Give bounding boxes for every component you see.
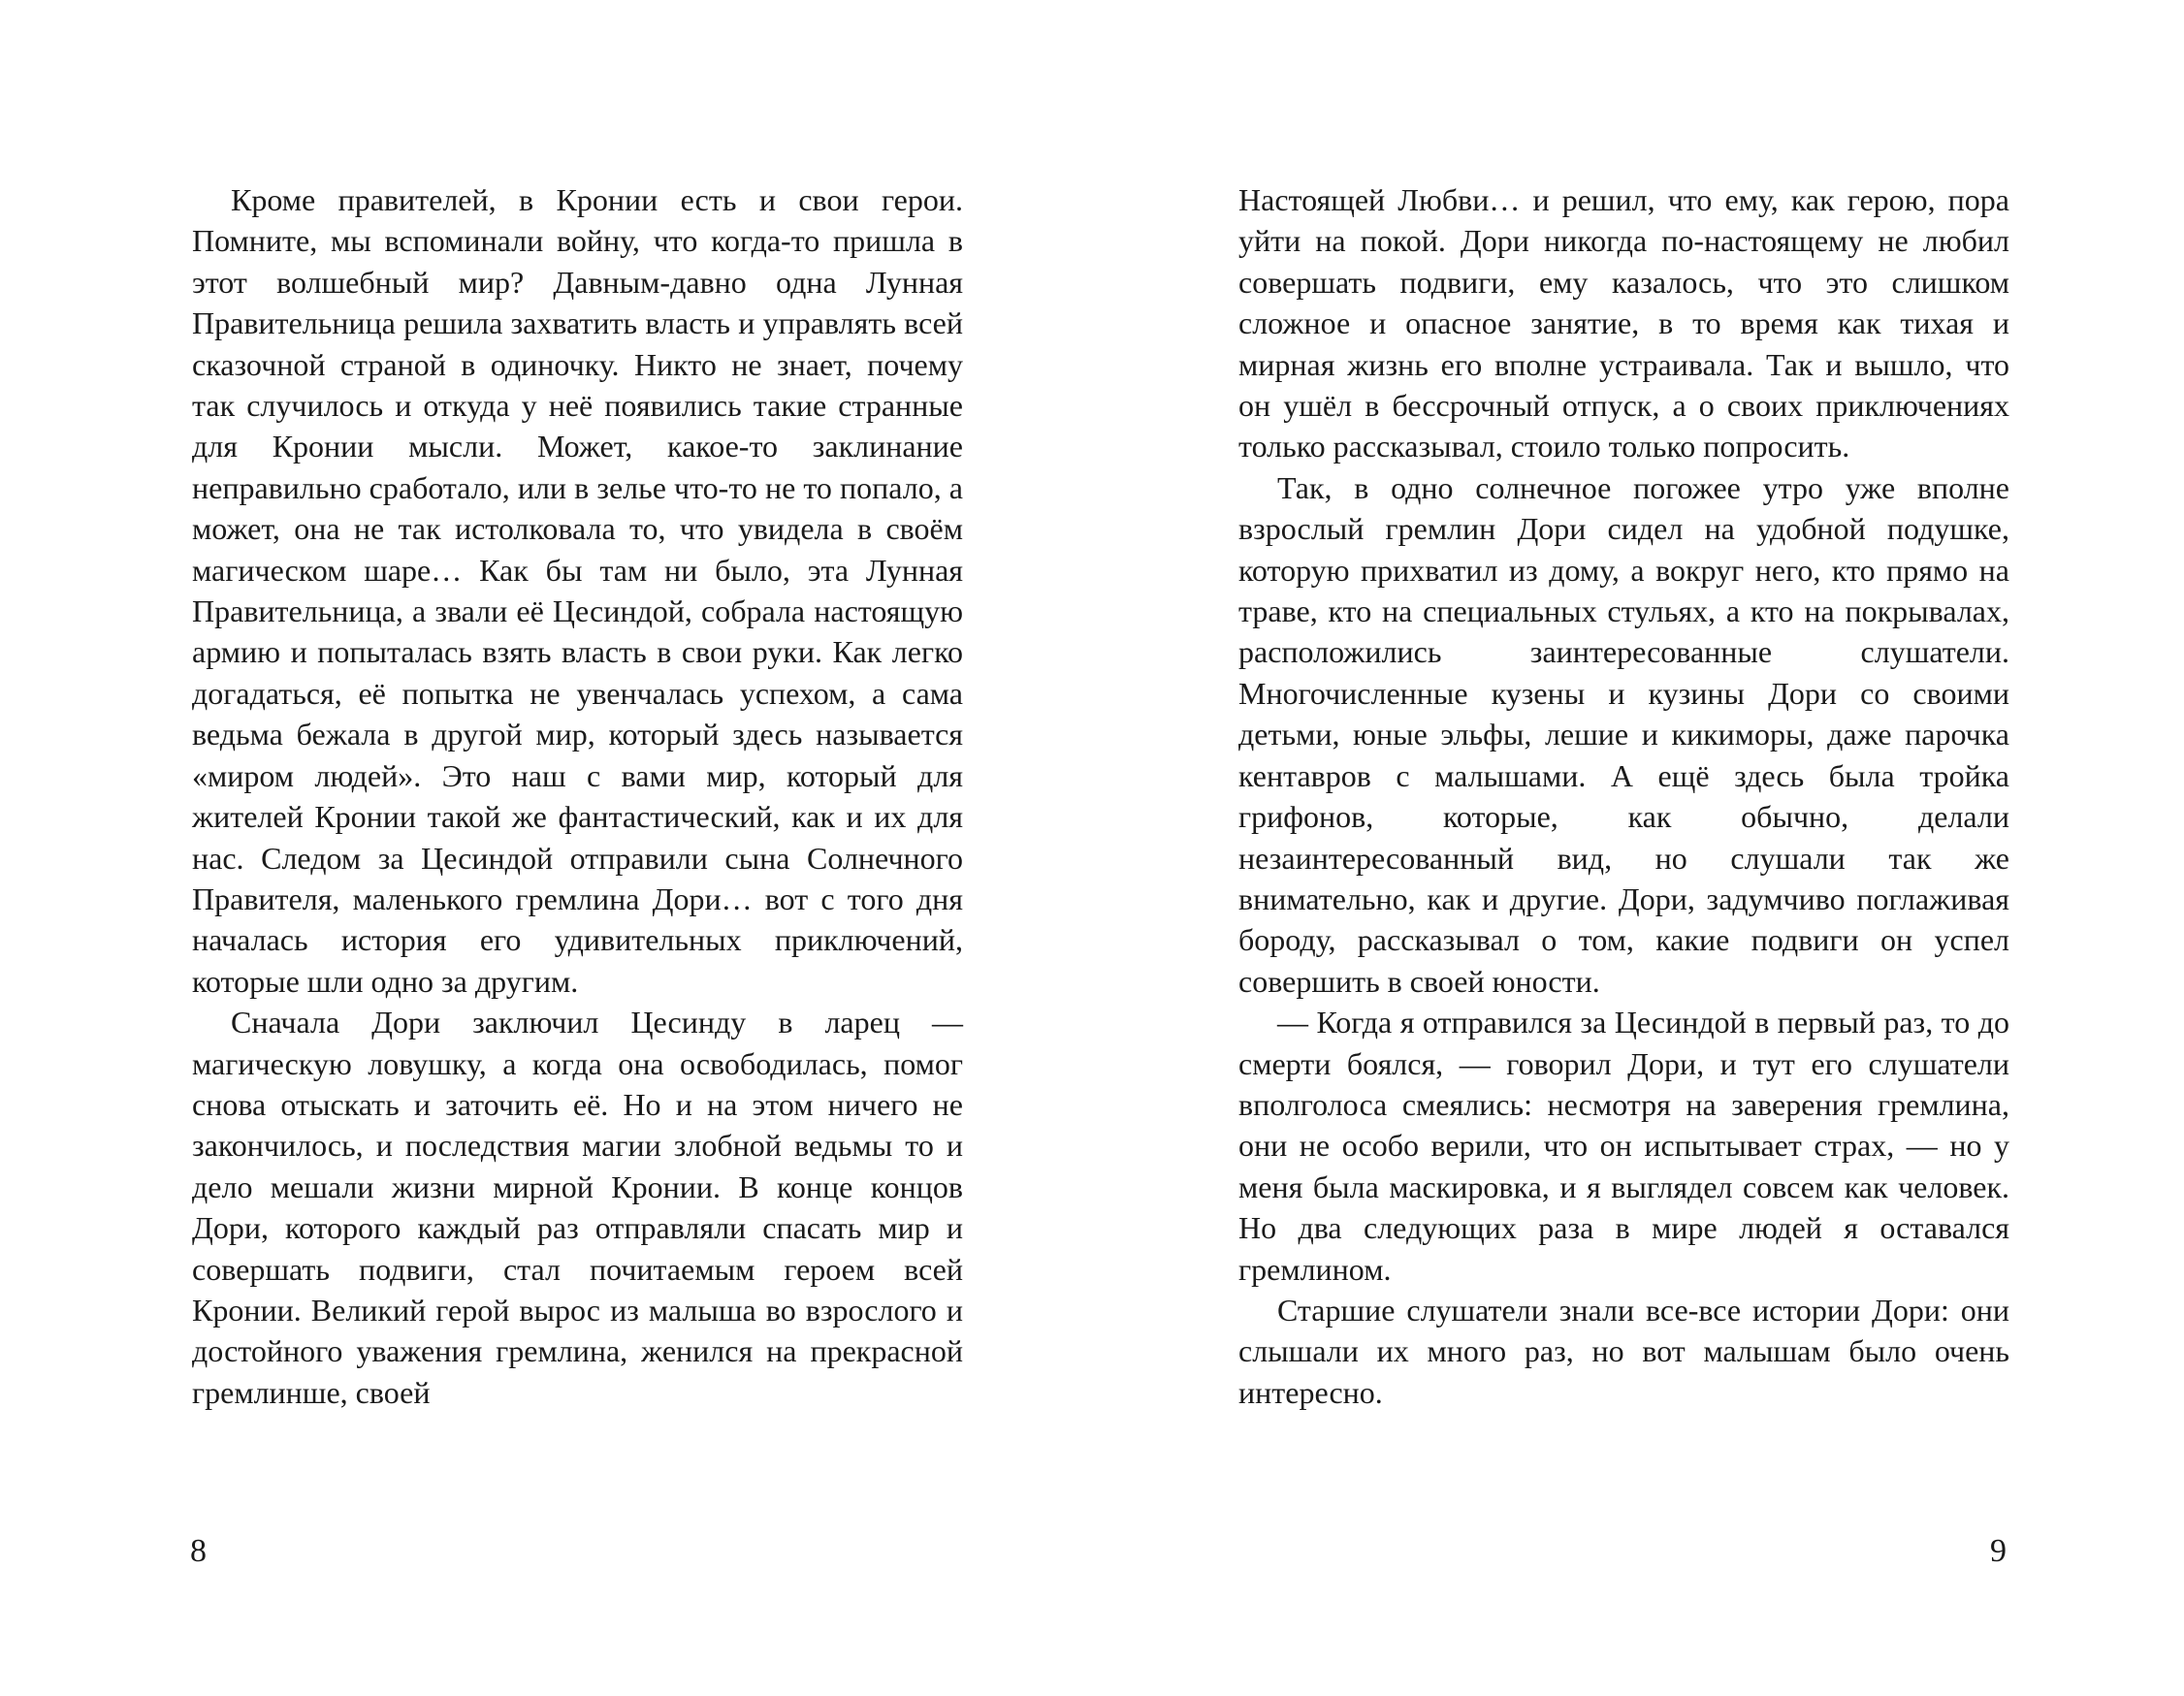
paragraph: — Когда я отправился за Цесиндой в первый раз, то до смерти боялся, — говорил Дори, и тут его слушатели вполголоса смеялись: несмотря на заверения гремлина, они не особо верили, что он испытывает страх, — но у меня была маскировка, и я выглядел совсем как человек. Но два следующих раза в мире людей я оставался гремлином. xyxy=(1238,1005,2009,1287)
paragraph: Сначала Дори заключил Цесинду в ларец — магическую ловушку, а когда она освободилась, помог снова отыскать и заточить её. Но и на этом ничего не закончилось, и последствия магии злобной ведьмы то и дело мешали жизни мирной Кронии. В конце концов Дори, которого каждый раз отправляли спасать мир и совершать подвиги, стал почитаемым героем всей Кронии. Великий герой вырос из малыша во взрослого и достойного уважения гремлина, женился на прекрасной гремлинше, своей xyxy=(192,1005,963,1410)
paragraph: Так, в одно солнечное погожее утро уже вполне взрослый гремлин Дори сидел на удобной подушке, которую прихватил из дому, а вокруг него, кто прямо на траве, кто на специальных стульях, а кто на покрывалах, расположились заинтересованные слушатели. Многочисленные кузены и кузины Дори со своими детьми, юные эльфы, лешие и кикиморы, даже парочка кентавров с малышами. А ещё здесь была тройка грифонов, которые, как обычно, делали незаинтересованный вид, но слушали так же внимательно, как и другие. Дори, задумчиво поглаживая бороду, рассказывал о том, какие подвиги он успел совершить в своей юности. xyxy=(1238,469,2009,999)
left-page-text xyxy=(192,179,963,1413)
page-number-right: 9 xyxy=(1990,1533,2007,1569)
page-number-left: 8 xyxy=(190,1533,207,1569)
paragraph: Старшие слушатели знали все-все истории Дори: они слышали их много раз, но вот малышам было очень интересно. xyxy=(1238,1292,2009,1410)
right-page-text xyxy=(1238,179,2009,1413)
continued-paragraph: Настоящей Любви… и решил, что ему, как герою, пора уйти на покой. Дори никогда по-настоящему не любил совершать подвиги, ему казалось, что это слишком сложное и опасное занятие, в то время как тихая и мирная жизнь его вполне устраивала. Так и вышло, что он ушёл в бессрочный отпуск, а о своих приключениях только рассказывал, стоило только попросить. xyxy=(1238,182,2009,464)
paragraph: Кроме правителей, в Кронии есть и свои герои. Помните, мы вспоминали войну, что когда-то пришла в этот волшебный мир? Давным-давно одна Лунная Правительница решила захватить власть и управлять всей сказочной страной в одиночку. Никто не знает, почему так случилось и откуда у неё появились такие странные для Кронии мысли. Может, какое-то заклинание неправильно сработало, или в зелье что-то не то попало, а может, она не так истолковала то, что увидела в своём магическом шаре… Как бы там ни было, эта Лунная Правительница, а звали её Цесиндой, собрала настоящую армию и попыталась взять власть в свои руки. Как легко догадаться, её попытка не увенчалась успехом, а сама ведьма бежала в другой мир, который здесь называется «миром людей». Это наш с вами мир, который для жителей Кронии такой же фантастический, как и их для нас. Следом за Цесиндой отправили сына Солнечного Правителя, маленького гремлина Дори… вот с того дня началась история его удивительных приключений, которые шли одно за другим. xyxy=(192,182,963,999)
